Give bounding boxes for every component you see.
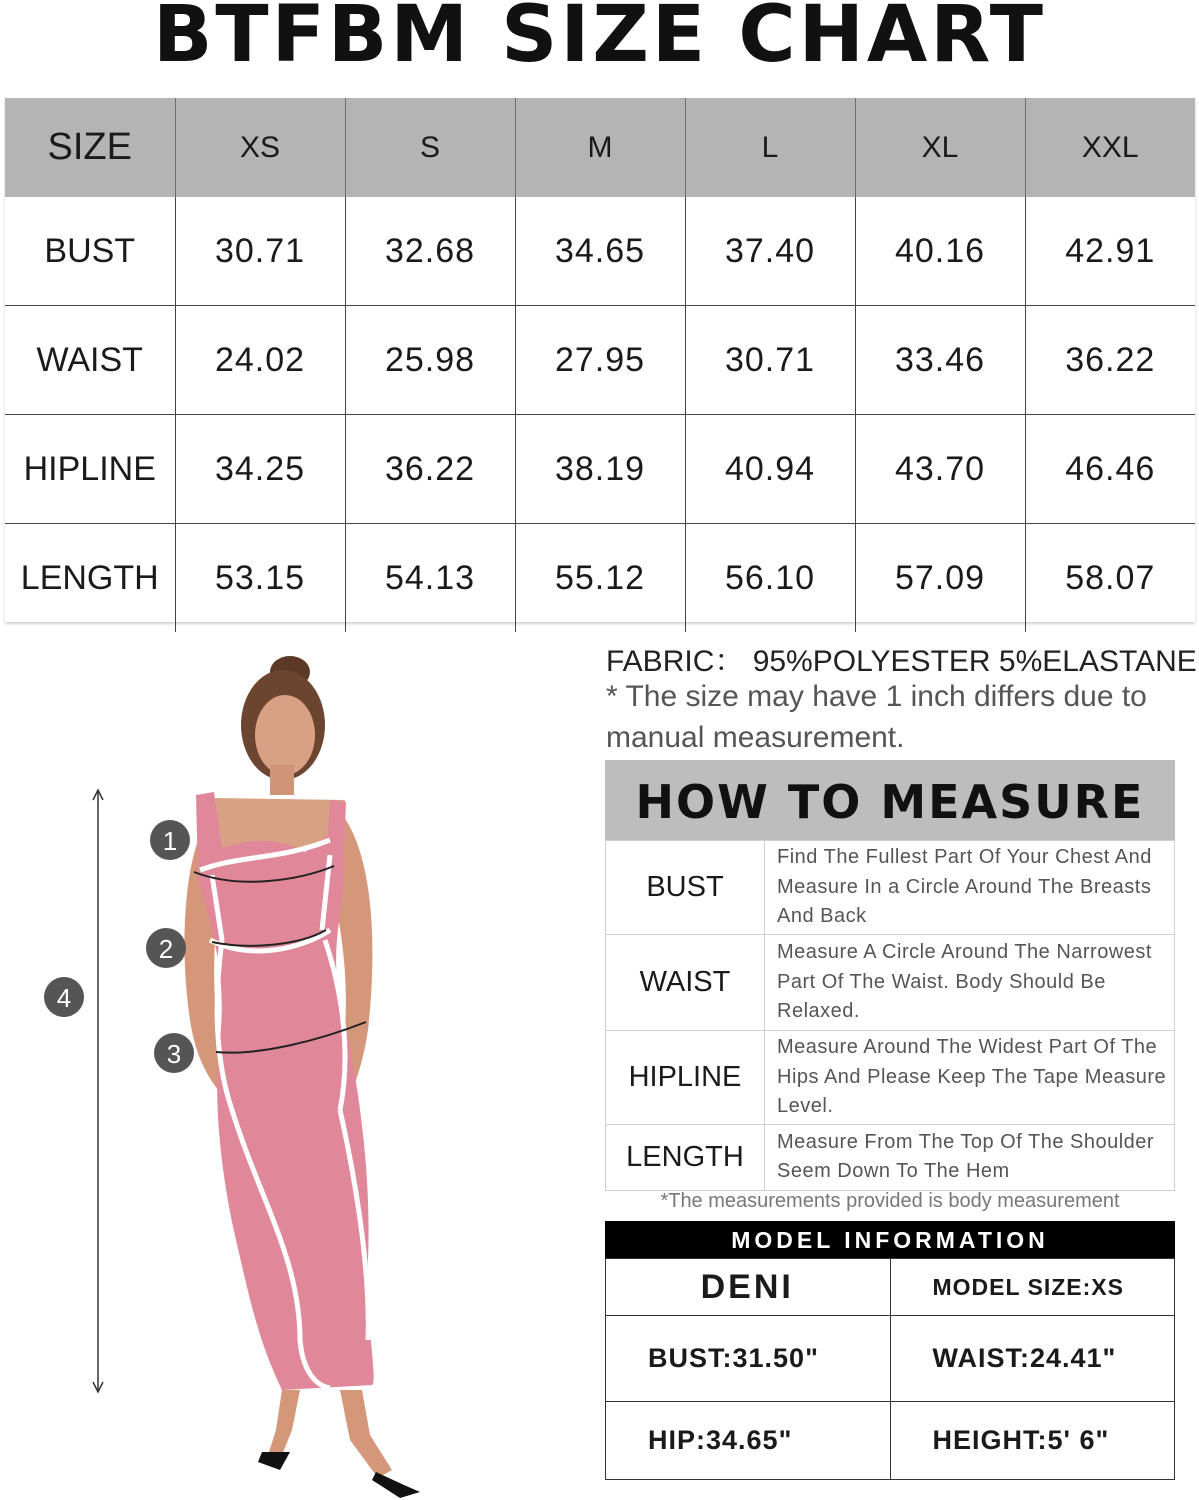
- measure-label-length: LENGTH: [606, 1124, 765, 1190]
- table-row: [5, 415, 1195, 524]
- marker-2: [146, 928, 186, 968]
- model-waist: WAIST:24.41": [890, 1316, 1175, 1402]
- table-cell: 53.15: [175, 524, 345, 633]
- how-to-measure-title: HOW TO MEASURE: [605, 760, 1175, 840]
- svg-text:4: 4: [56, 983, 72, 1013]
- measure-desc-waist: Measure A Circle Around The Narrowest Part Of The Waist. Body Should Be Relaxed.: [765, 935, 1175, 1031]
- header-xxl: XXL: [1025, 98, 1195, 197]
- table-cell: 40.16: [855, 197, 1025, 306]
- body-measurement-note: *The measurements provided is body measurement: [660, 1190, 1120, 1212]
- measure-row: [606, 841, 1175, 935]
- model-size: MODEL SIZE:XS: [890, 1259, 1175, 1316]
- how-to-measure-table: [605, 840, 1175, 1191]
- svg-text:1: 1: [162, 826, 178, 856]
- table-cell: 37.40: [685, 197, 855, 306]
- svg-text:3: 3: [166, 1039, 182, 1069]
- measure-desc-length: Measure From The Top Of The Shoulder Seem Down To The Hem: [765, 1124, 1175, 1190]
- model-figure: [0, 640, 600, 1500]
- marker-4: [44, 977, 84, 1017]
- table-cell: 46.46: [1025, 415, 1195, 524]
- table-cell: 30.71: [685, 306, 855, 415]
- measure-label-waist: WAIST: [606, 935, 765, 1031]
- table-cell: 58.07: [1065, 558, 1156, 597]
- table-row: [5, 197, 1195, 306]
- table-cell: 32.68: [345, 197, 515, 306]
- row-label-hipline: HIPLINE: [5, 415, 175, 524]
- header-l: L: [685, 98, 855, 197]
- table-cell: 36.22: [1025, 306, 1195, 415]
- table-cell: 57.09: [855, 524, 1025, 633]
- model-row: [606, 1259, 1175, 1316]
- table-cell: 34.65: [515, 197, 685, 306]
- table-cell: 25.98: [345, 306, 515, 415]
- table-cell: 43.70: [855, 415, 1025, 524]
- model-name: DENI: [606, 1259, 891, 1316]
- measure-row: [606, 1124, 1175, 1190]
- table-cell: 40.94: [685, 415, 855, 524]
- measure-desc-hipline: Measure Around The Widest Part Of The Hips And Please Keep The Tape Measure Level.: [765, 1031, 1175, 1125]
- model-head: [241, 656, 325, 795]
- table-cell: 30.71: [175, 197, 345, 306]
- table-cell: 33.46: [855, 306, 1025, 415]
- model-row: [606, 1316, 1175, 1402]
- header-xs: XS: [175, 98, 345, 197]
- model-info-title: MODEL INFORMATION: [605, 1221, 1175, 1258]
- model-height: HEIGHT:5' 6": [890, 1402, 1175, 1480]
- header-m: M: [515, 98, 685, 197]
- model-info-table: [605, 1258, 1175, 1480]
- measure-row: [606, 1031, 1175, 1125]
- measure-desc-bust: Find The Fullest Part Of Your Chest And Measure In a Circle Around The Breasts And Back: [765, 841, 1175, 935]
- row-label-length: LENGTH: [5, 524, 175, 633]
- table-cell: 55.12: [515, 524, 685, 633]
- size-table: [5, 98, 1195, 632]
- marker-1: [150, 820, 190, 860]
- measure-label-hipline: HIPLINE: [606, 1031, 765, 1125]
- fabric-info: FABRIC： 95%POLYESTER 5%ELASTANE: [606, 645, 1197, 678]
- table-cell: 36.22: [345, 415, 515, 524]
- model-bust: BUST:31.50": [606, 1316, 891, 1402]
- measure-row: [606, 935, 1175, 1031]
- page-title: BTFBM SIZE CHART: [152, 0, 1046, 80]
- table-cell: 24.02: [175, 306, 345, 415]
- table-row: [5, 524, 1195, 633]
- table-cell: 42.91: [1025, 197, 1195, 306]
- header-s: S: [345, 98, 515, 197]
- table-cell: 54.13: [345, 524, 515, 633]
- header-size: SIZE: [5, 98, 175, 197]
- header-xl: XL: [855, 98, 1025, 197]
- size-note: * The size may have 1 inch differs due to manual measurement.: [606, 680, 1147, 754]
- marker-3: [154, 1033, 194, 1073]
- model-hip: HIP:34.65": [606, 1402, 891, 1480]
- table-cell: 27.95: [515, 306, 685, 415]
- table-cell: 56.10: [685, 524, 855, 633]
- svg-text:2: 2: [158, 934, 174, 964]
- row-label-bust: BUST: [5, 197, 175, 306]
- model-row: [606, 1402, 1175, 1480]
- length-arrow: [93, 790, 103, 1392]
- table-cell: 34.25: [175, 415, 345, 524]
- row-label-waist: WAIST: [5, 306, 175, 415]
- table-cell: 38.19: [515, 415, 685, 524]
- table-row: [5, 306, 1195, 415]
- size-header-row: [5, 98, 1195, 197]
- measure-label-bust: BUST: [606, 841, 765, 935]
